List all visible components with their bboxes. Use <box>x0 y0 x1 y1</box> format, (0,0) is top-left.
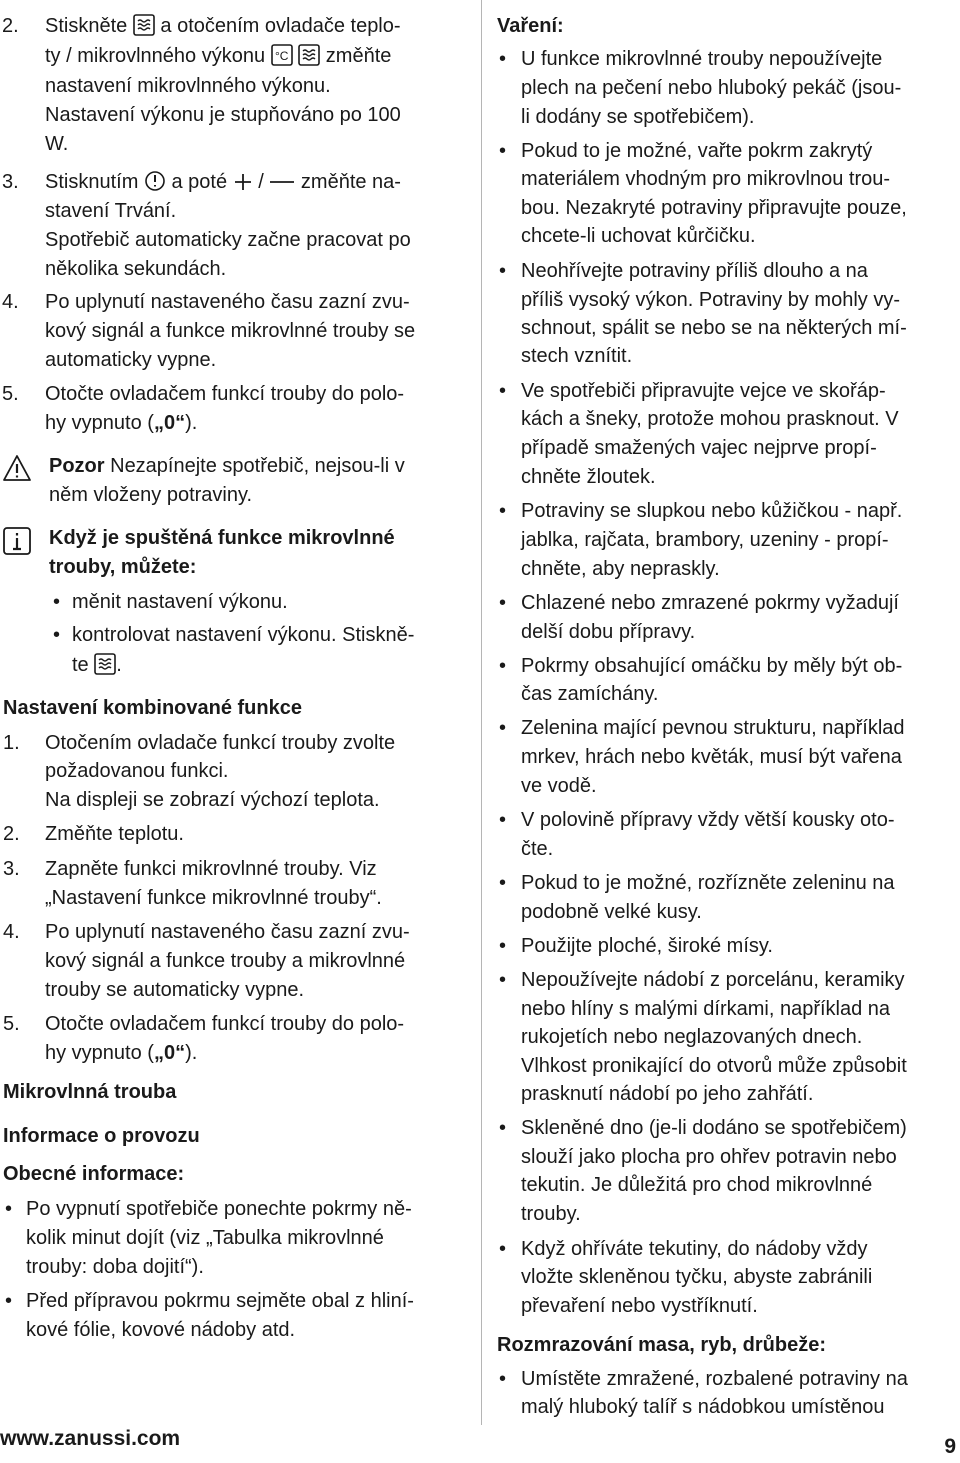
warning-text: Pozor Nezapínejte spotřebič, nejsou-li v <box>49 455 405 477</box>
step-number: 3. <box>2 171 19 193</box>
list-item-line: malý hluboký talíř s nádobkou umístěnou <box>521 1396 885 1418</box>
list-item-line: Umístěte zmražené, rozbalené potraviny na <box>521 1368 908 1390</box>
list-item-line: kách a šneky, protože mohou prasknout. V <box>521 408 899 430</box>
list-item-line: plech na pečení nebo hluboký pekáč (jsou- <box>521 77 902 99</box>
list-item-line: čte. <box>521 838 554 860</box>
list-item-line: prasknutí nádobí po jeho zahřátí. <box>521 1083 814 1105</box>
combi-step-5-line: Otočte ovladačem funkcí trouby do polo- <box>45 1013 405 1035</box>
list-item-line: Když ohříváte tekutiny, do nádoby vždy <box>521 1238 868 1260</box>
svg-text:°C: °C <box>274 49 289 63</box>
step-5-line: Otočte ovladačem funkcí trouby do polo- <box>45 383 405 405</box>
list-item: měnit nastavení výkonu. <box>72 591 288 613</box>
list-item-line: ve vodě. <box>521 775 597 797</box>
bullet-dot: • <box>5 1290 13 1312</box>
list-item-line: Potraviny se slupkou nebo kůžičkou - např. <box>521 500 903 522</box>
list-item-line: Použijte ploché, široké mísy. <box>521 935 773 957</box>
step-3-line: několika sekundách. <box>45 258 227 280</box>
bullet-dot: • <box>53 591 61 613</box>
microwave-menu-icon <box>133 14 155 45</box>
bullet-dot: • <box>499 872 507 894</box>
bullet-dot: • <box>499 1117 507 1139</box>
step-number: 2. <box>3 823 20 845</box>
list-item-line: stech vznítit. <box>521 345 633 367</box>
list-item-line: tekutin. Je důležitá pro chod mikrovlnné <box>521 1174 873 1196</box>
list-item-line: slouží jako plocha pro ohřev potravin nebo <box>521 1146 897 1168</box>
step-number: 3. <box>3 858 20 880</box>
list-item-line: Vlhkost pronikající do otvorů může způsobit <box>521 1055 907 1077</box>
list-item-line: nebo hlíny s malými dírkami, například na <box>521 998 891 1020</box>
bullet-dot: • <box>499 140 507 162</box>
bullet-dot: • <box>499 48 507 70</box>
subsection-heading: Rozmrazování masa, ryb, drůbeže: <box>497 1334 826 1356</box>
list-item-line: převaření nebo vystříknutí. <box>521 1295 758 1317</box>
warning-icon <box>2 454 32 487</box>
step-3-line: Stisknutím a poté / změňte na- <box>45 168 401 201</box>
list-item-line: Před přípravou pokrmu sejměte obal z hliní- <box>26 1290 414 1312</box>
bullet-dot: • <box>499 1238 507 1260</box>
bullet-dot: • <box>499 717 507 739</box>
plus-icon <box>233 172 253 201</box>
step-2-line: W. <box>45 133 69 155</box>
list-item-line: Pokrmy obsahující omáčku by měly být ob- <box>521 655 903 677</box>
list-item-line: Pokud to je možné, rozřízněte zeleninu na <box>521 872 895 894</box>
section-heading: Informace o provozu <box>3 1125 200 1147</box>
subsection-heading: Obecné informace: <box>3 1163 185 1185</box>
bullet-dot: • <box>499 592 507 614</box>
combi-step-4-line: Po uplynutí nastaveného času zazní zvu- <box>45 921 410 943</box>
list-item-line: mrkev, hrách nebo květák, musí být vařena <box>521 746 902 768</box>
combi-step-1-line: Otočením ovladače funkcí trouby zvolte <box>45 732 396 754</box>
step-5-line: hy vypnuto („0“). <box>45 412 198 434</box>
list-item-line: Po vypnutí spotřebiče ponechte pokrmy ně- <box>26 1198 412 1220</box>
list-item-line: li dodány se spotřebičem). <box>521 106 755 128</box>
bullet-dot: • <box>499 500 507 522</box>
list-item-line: kové fólie, kovové nádoby atd. <box>26 1319 296 1341</box>
info-icon <box>3 527 31 560</box>
step-4-line: Po uplynutí nastaveného času zazní zvu- <box>45 291 410 313</box>
bullet-dot: • <box>499 1368 507 1390</box>
list-item-line: Chlazené nebo zmrazené pokrmy vyžadují <box>521 592 899 614</box>
step-2-line: Stiskněte a otočením ovladače teplo- <box>45 12 401 45</box>
list-item-line: jablka, rajčata, brambory, uzeniny - propí- <box>521 529 889 551</box>
chapter-heading: Mikrovlnná trouba <box>3 1081 177 1103</box>
list-item-line: podobně velké kusy. <box>521 901 702 923</box>
step-2-line: nastavení mikrovlnného výkonu. <box>45 75 331 97</box>
list-item-line: příliš vysoký výkon. Potraviny by mohly vy- <box>521 289 900 311</box>
list-item-line: V polovině přípravy vždy větší kousky oto- <box>521 809 895 831</box>
step-2-line: Nastavení výkonu je stupňováno po 100 <box>45 104 401 126</box>
step-number: 2. <box>2 15 19 37</box>
microwave-menu-icon <box>298 44 320 75</box>
bullet-dot: • <box>499 380 507 402</box>
list-item-line: trouby. <box>521 1203 581 1225</box>
list-item-line: materiálem vhodným pro mikrovlnou trou- <box>521 168 891 190</box>
list-item-line: kolik minut dojít (viz „Tabulka mikrovlnné <box>26 1227 384 1249</box>
step-4-line: automaticky vypne. <box>45 349 217 371</box>
subsection-heading: Vaření: <box>497 15 564 37</box>
page-number: 9 <box>944 1435 956 1458</box>
bullet-dot: • <box>499 809 507 831</box>
step-2-line: ty / mikrovlnného výkonu °C změňte <box>45 42 391 75</box>
step-number: 4. <box>3 921 20 943</box>
combi-step-5-line: hy vypnuto („0“). <box>45 1042 198 1064</box>
list-item-line: čas zamíchány. <box>521 683 659 705</box>
bullet-dot: • <box>499 935 507 957</box>
step-number: 4. <box>2 291 19 313</box>
combi-step-1-line: Na displeji se zobrazí výchozí teplota. <box>45 789 380 811</box>
bullet-dot: • <box>499 260 507 282</box>
microwave-menu-icon <box>94 653 116 684</box>
bullet-dot: • <box>5 1198 13 1220</box>
footer-website-link[interactable]: www.zanussi.com <box>0 1427 181 1450</box>
list-item-line: Skleněné dno (je-li dodáno se spotřebičem) <box>521 1117 907 1139</box>
combi-step-1-line: požadovanou funkci. <box>45 760 229 782</box>
list-item: kontrolovat nastavení výkonu. Stiskně- <box>72 624 415 646</box>
list-item-line: Zelenina mající pevnou strukturu, například <box>521 717 905 739</box>
step-4-line: kový signál a funkce mikrovlnné trouby se <box>45 320 416 342</box>
list-item-line: Ve spotřebiči připravujte vejce ve skořáp- <box>521 380 886 402</box>
warning-text: něm vloženy potraviny. <box>49 484 253 506</box>
column-divider <box>481 0 482 1425</box>
combi-step-2-line: Změňte teplotu. <box>45 823 184 845</box>
bullet-dot: • <box>53 624 61 646</box>
list-item-line: delší dobu přípravy. <box>521 621 696 643</box>
list-item-line: případě smažených vajec nejprve propí- <box>521 437 877 459</box>
list-item-line: schnout, spálit se nebo se na některých mí- <box>521 317 907 339</box>
section-heading: Nastavení kombinované funkce <box>3 697 302 719</box>
temperature-icon <box>271 44 293 75</box>
info-heading: Když je spuštěná funkce mikrovlnné <box>49 527 395 549</box>
list-item-line: vložte skleněnou tyčku, abyste zabránili <box>521 1266 873 1288</box>
info-heading: trouby, můžete: <box>49 556 197 578</box>
step-3-line: Spotřebič automaticky začne pracovat po <box>45 229 411 251</box>
minus-icon <box>269 172 295 201</box>
list-item-line: Pokud to je možné, vařte pokrm zakrytý <box>521 140 873 162</box>
step-number: 5. <box>3 1013 20 1035</box>
combi-step-4-line: kový signál a funkce trouby a mikrovlnné <box>45 950 406 972</box>
list-item-line: chněte žloutek. <box>521 466 656 488</box>
combi-step-4-line: trouby se automaticky vypne. <box>45 979 305 1001</box>
list-item: te . <box>72 651 122 684</box>
list-item-line: Neohřívejte potraviny příliš dlouho a na <box>521 260 868 282</box>
combi-step-3-line: „Nastavení funkce mikrovlnné trouby“. <box>45 887 382 909</box>
bullet-dot: • <box>499 655 507 677</box>
combi-step-3-line: Zapněte funkci mikrovlnné trouby. Viz <box>45 858 377 880</box>
list-item-line: U funkce mikrovlnné trouby nepoužívejte <box>521 48 883 70</box>
list-item-line: trouby: doba dojití“). <box>26 1256 204 1278</box>
bullet-dot: • <box>499 969 507 991</box>
list-item-line: chcete-li uchovat kůrčičku. <box>521 225 756 247</box>
step-number: 5. <box>2 383 19 405</box>
list-item-line: rukojetích nebo neglazovaných dnech. <box>521 1026 863 1048</box>
step-3-line: stavení Trvání. <box>45 200 177 222</box>
list-item-line: Nepoužívejte nádobí z porcelánu, keramiky <box>521 969 905 991</box>
list-item-line: bou. Nezakryté potraviny připravujte pouze, <box>521 197 907 219</box>
list-item-line: chněte, aby nepraskly. <box>521 558 720 580</box>
step-number: 1. <box>3 732 20 754</box>
